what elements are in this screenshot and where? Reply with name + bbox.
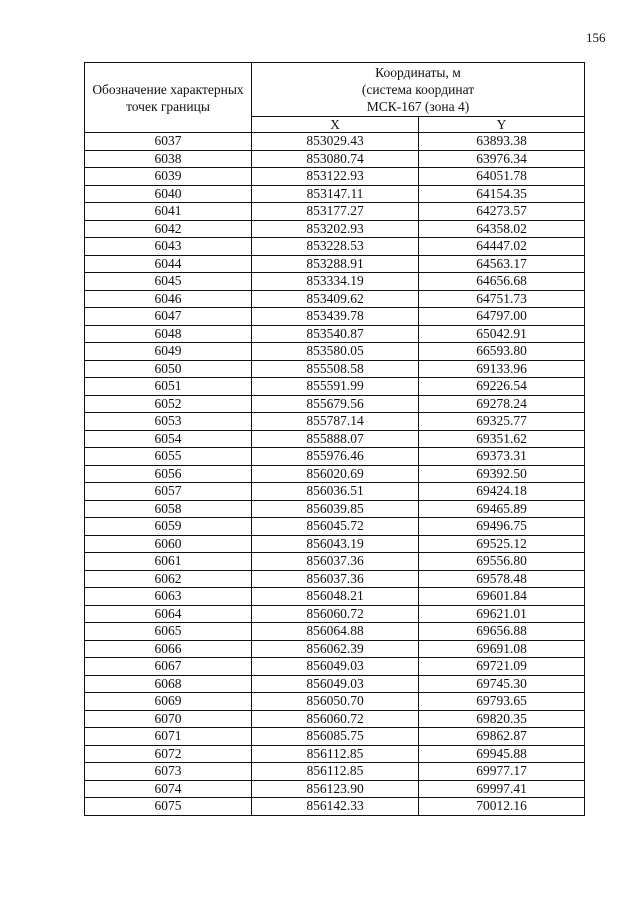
point-cell: 6049 [85, 343, 252, 361]
point-cell: 6054 [85, 430, 252, 448]
table-body [85, 133, 585, 816]
point-cell: 6068 [85, 675, 252, 693]
x-coordinate-cell: 856060.72 [252, 710, 419, 728]
x-coordinate-cell: 856020.69 [252, 465, 419, 483]
x-coordinate-cell: 853334.19 [252, 273, 419, 291]
table-row [85, 308, 585, 326]
x-coordinate-cell: 856045.72 [252, 518, 419, 536]
point-cell: 6041 [85, 203, 252, 221]
y-coordinate-cell: 64751.73 [419, 290, 585, 308]
point-cell: 6051 [85, 378, 252, 396]
table-row [85, 605, 585, 623]
point-cell: 6064 [85, 605, 252, 623]
point-cell: 6066 [85, 640, 252, 658]
point-cell: 6065 [85, 623, 252, 641]
x-coordinate-cell: 856112.85 [252, 745, 419, 763]
y-coordinate-cell: 64358.02 [419, 220, 585, 238]
table-row [85, 623, 585, 641]
table-row [85, 238, 585, 256]
table-row [85, 658, 585, 676]
point-cell: 6060 [85, 535, 252, 553]
table-row [85, 570, 585, 588]
y-coordinate-cell: 64656.68 [419, 273, 585, 291]
table-row [85, 465, 585, 483]
point-cell: 6039 [85, 168, 252, 186]
y-coordinate-cell: 69325.77 [419, 413, 585, 431]
table-row [85, 553, 585, 571]
x-coordinate-cell: 856049.03 [252, 658, 419, 676]
y-coordinate-cell: 69820.35 [419, 710, 585, 728]
table-row [85, 203, 585, 221]
point-cell: 6074 [85, 780, 252, 798]
table-row [85, 693, 585, 711]
coordinates-table [84, 62, 585, 816]
point-column-label: Обозначение характерных точек границы [92, 81, 244, 114]
point-cell: 6048 [85, 325, 252, 343]
y-coordinate-cell: 63893.38 [419, 133, 585, 151]
point-cell: 6040 [85, 185, 252, 203]
x-coordinate-cell: 856060.72 [252, 605, 419, 623]
table-row [85, 728, 585, 746]
y-coordinate-cell: 69977.17 [419, 763, 585, 781]
y-coordinate-cell: 69793.65 [419, 693, 585, 711]
table-row [85, 430, 585, 448]
x-column-header: X [252, 117, 419, 133]
x-coordinate-cell: 853439.78 [252, 308, 419, 326]
table-row [85, 763, 585, 781]
point-cell: 6055 [85, 448, 252, 466]
point-cell: 6045 [85, 273, 252, 291]
table-row [85, 500, 585, 518]
table-row [85, 325, 585, 343]
point-cell: 6043 [85, 238, 252, 256]
point-cell: 6059 [85, 518, 252, 536]
point-cell: 6053 [85, 413, 252, 431]
point-column-header [85, 63, 252, 133]
y-coordinate-cell: 64447.02 [419, 238, 585, 256]
y-coordinate-cell: 69556.80 [419, 553, 585, 571]
table-row [85, 535, 585, 553]
y-coordinate-cell: 64563.17 [419, 255, 585, 273]
y-coordinate-cell: 69351.62 [419, 430, 585, 448]
table-row [85, 395, 585, 413]
y-coordinate-cell: 63976.34 [419, 150, 585, 168]
y-coordinate-cell: 69691.08 [419, 640, 585, 658]
x-coordinate-cell: 856043.19 [252, 535, 419, 553]
x-coordinate-cell: 856039.85 [252, 500, 419, 518]
coordinates-header-line1: Координаты, м [375, 65, 461, 80]
table-row [85, 675, 585, 693]
x-coordinate-cell: 855591.99 [252, 378, 419, 396]
point-cell: 6067 [85, 658, 252, 676]
table-row [85, 220, 585, 238]
table-row [85, 150, 585, 168]
point-cell: 6042 [85, 220, 252, 238]
point-cell: 6069 [85, 693, 252, 711]
x-coordinate-cell: 853122.93 [252, 168, 419, 186]
point-cell: 6072 [85, 745, 252, 763]
y-coordinate-cell: 64797.00 [419, 308, 585, 326]
table-row [85, 745, 585, 763]
x-coordinate-cell: 856062.39 [252, 640, 419, 658]
table-row [85, 168, 585, 186]
x-coordinate-cell: 853177.27 [252, 203, 419, 221]
x-coordinate-cell: 856048.21 [252, 588, 419, 606]
table-row [85, 133, 585, 151]
y-coordinate-cell: 69226.54 [419, 378, 585, 396]
point-cell: 6071 [85, 728, 252, 746]
x-coordinate-cell: 855888.07 [252, 430, 419, 448]
point-cell: 6050 [85, 360, 252, 378]
table-row [85, 780, 585, 798]
table-row [85, 710, 585, 728]
x-coordinate-cell: 853409.62 [252, 290, 419, 308]
x-coordinate-cell: 853288.91 [252, 255, 419, 273]
x-coordinate-cell: 855508.58 [252, 360, 419, 378]
y-coordinate-cell: 69945.88 [419, 745, 585, 763]
y-coordinate-cell: 69601.84 [419, 588, 585, 606]
point-cell: 6057 [85, 483, 252, 501]
table-header [85, 63, 585, 133]
y-coordinate-cell: 70012.16 [419, 798, 585, 816]
coordinates-header-line3: МСК-167 (зона 4) [366, 99, 470, 114]
x-coordinate-cell: 856050.70 [252, 693, 419, 711]
table-row [85, 360, 585, 378]
page-number: 156 [586, 30, 606, 45]
y-column-header: Y [419, 117, 585, 133]
y-coordinate-cell: 69621.01 [419, 605, 585, 623]
y-coordinate-cell: 64051.78 [419, 168, 585, 186]
y-coordinate-cell: 69745.30 [419, 675, 585, 693]
table-row [85, 378, 585, 396]
y-coordinate-cell: 69424.18 [419, 483, 585, 501]
y-coordinate-cell: 69656.88 [419, 623, 585, 641]
table-row [85, 448, 585, 466]
point-cell: 6038 [85, 150, 252, 168]
table-row [85, 343, 585, 361]
point-cell: 6044 [85, 255, 252, 273]
x-coordinate-cell: 856037.36 [252, 570, 419, 588]
y-coordinate-cell: 69278.24 [419, 395, 585, 413]
x-coordinate-cell: 856064.88 [252, 623, 419, 641]
table-row [85, 588, 585, 606]
y-coordinate-cell: 69392.50 [419, 465, 585, 483]
x-coordinate-cell: 855976.46 [252, 448, 419, 466]
table-row [85, 185, 585, 203]
coordinates-header-line2: (система координат [361, 82, 475, 97]
y-coordinate-cell: 69578.48 [419, 570, 585, 588]
x-coordinate-cell: 856112.85 [252, 763, 419, 781]
table-row [85, 483, 585, 501]
x-coordinate-cell: 856049.03 [252, 675, 419, 693]
x-coordinate-cell: 853580.05 [252, 343, 419, 361]
x-coordinate-cell: 853202.93 [252, 220, 419, 238]
x-coordinate-cell: 855787.14 [252, 413, 419, 431]
point-cell: 6062 [85, 570, 252, 588]
x-coordinate-cell: 856123.90 [252, 780, 419, 798]
x-coordinate-cell: 853147.11 [252, 185, 419, 203]
x-coordinate-cell: 853029.43 [252, 133, 419, 151]
x-coordinate-cell: 853540.87 [252, 325, 419, 343]
point-cell: 6047 [85, 308, 252, 326]
y-coordinate-cell: 69721.09 [419, 658, 585, 676]
table-row [85, 640, 585, 658]
y-coordinate-cell: 69133.96 [419, 360, 585, 378]
x-coordinate-cell: 856142.33 [252, 798, 419, 816]
x-coordinate-cell: 856085.75 [252, 728, 419, 746]
point-cell: 6037 [85, 133, 252, 151]
point-cell: 6058 [85, 500, 252, 518]
point-cell: 6052 [85, 395, 252, 413]
table-row [85, 255, 585, 273]
x-coordinate-cell: 853228.53 [252, 238, 419, 256]
point-cell: 6061 [85, 553, 252, 571]
y-coordinate-cell: 65042.91 [419, 325, 585, 343]
y-coordinate-cell: 69862.87 [419, 728, 585, 746]
y-coordinate-cell: 69465.89 [419, 500, 585, 518]
coordinates-column-header [252, 63, 585, 117]
point-cell: 6073 [85, 763, 252, 781]
y-coordinate-cell: 64273.57 [419, 203, 585, 221]
y-coordinate-cell: 69496.75 [419, 518, 585, 536]
x-coordinate-cell: 855679.56 [252, 395, 419, 413]
x-coordinate-cell: 856037.36 [252, 553, 419, 571]
y-coordinate-cell: 64154.35 [419, 185, 585, 203]
table-row [85, 413, 585, 431]
table-row [85, 273, 585, 291]
point-cell: 6070 [85, 710, 252, 728]
y-coordinate-cell: 66593.80 [419, 343, 585, 361]
y-coordinate-cell: 69997.41 [419, 780, 585, 798]
y-coordinate-cell: 69373.31 [419, 448, 585, 466]
point-cell: 6056 [85, 465, 252, 483]
point-cell: 6063 [85, 588, 252, 606]
x-coordinate-cell: 853080.74 [252, 150, 419, 168]
point-cell: 6046 [85, 290, 252, 308]
y-coordinate-cell: 69525.12 [419, 535, 585, 553]
table-row [85, 798, 585, 816]
point-cell: 6075 [85, 798, 252, 816]
table-row [85, 518, 585, 536]
table-row [85, 290, 585, 308]
x-coordinate-cell: 856036.51 [252, 483, 419, 501]
